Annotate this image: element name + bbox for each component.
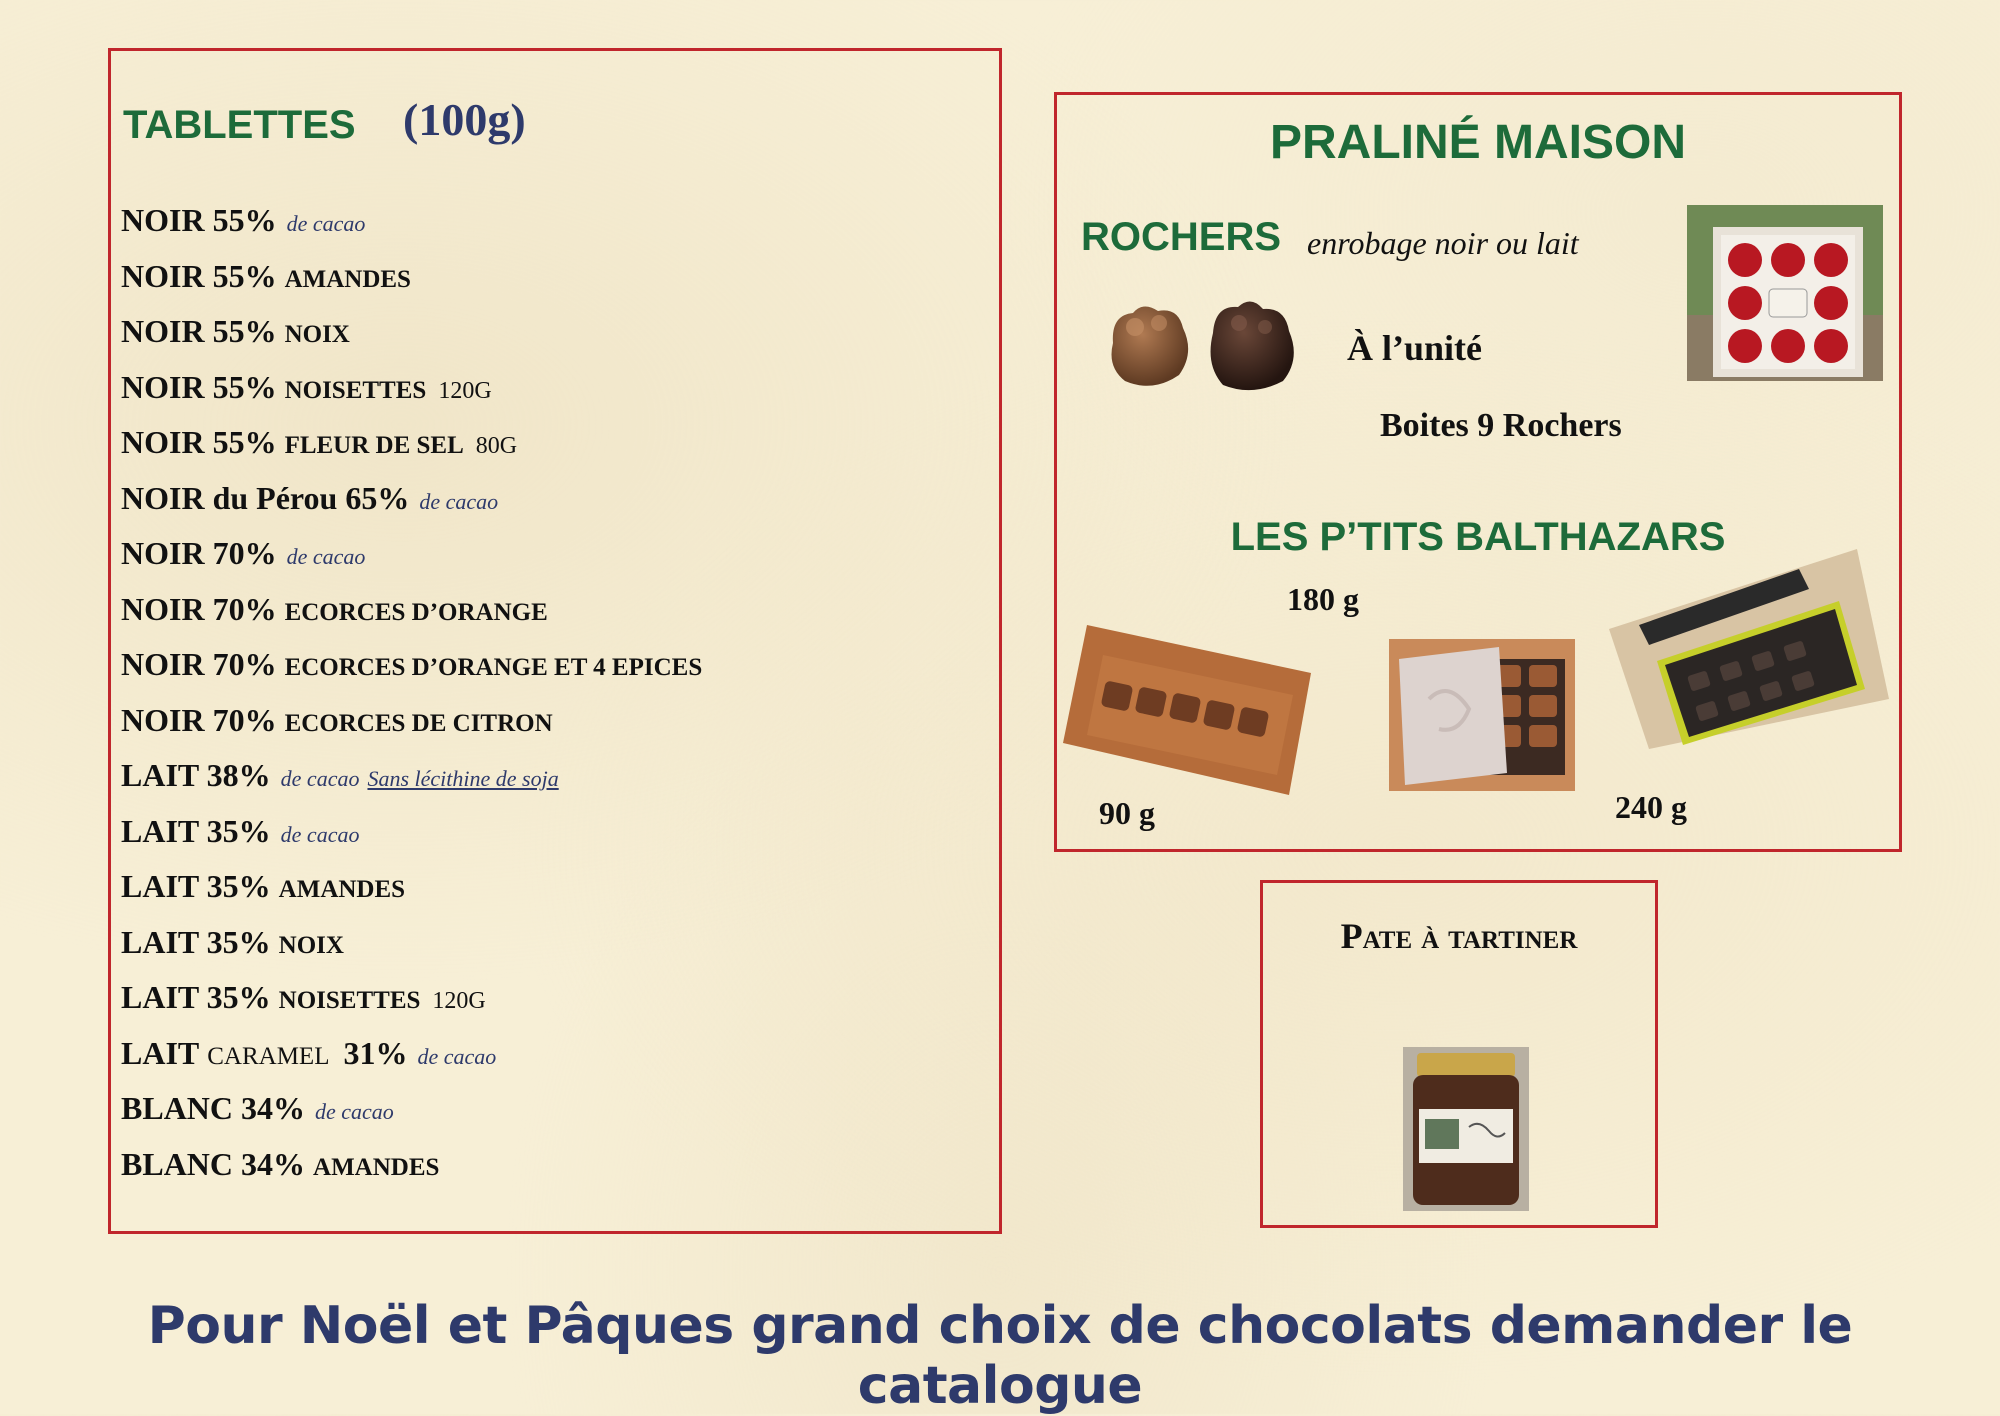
tablette-name: NOIR 70% xyxy=(121,535,277,571)
tablette-name: LAIT 35% xyxy=(121,868,271,904)
praline-panel xyxy=(1054,92,1902,852)
tablette-name: NOIR 70% xyxy=(121,646,277,682)
pate-panel xyxy=(1260,880,1658,1228)
boites-label: Boites 9 Rochers xyxy=(1380,407,1622,444)
tablette-note: de cacao xyxy=(419,488,499,514)
rochers-single-image xyxy=(1103,293,1303,403)
tablette-percent: 31% xyxy=(343,1034,408,1071)
balthazars-90g-image xyxy=(1063,625,1313,795)
weight-240-label: 240 g xyxy=(1615,789,1687,825)
tablettes-weight: (100g) xyxy=(403,94,526,145)
rochers-subtitle: enrobage noir ou lait xyxy=(1307,225,1579,261)
tablette-item xyxy=(121,1026,702,1082)
tablette-name: NOIR 55% xyxy=(121,257,277,294)
tablette-weight: 120G xyxy=(432,988,486,1014)
balthazars-180g-image xyxy=(1389,639,1575,791)
tablette-flavor: AMANDES xyxy=(313,1153,440,1181)
tablette-name: LAIT xyxy=(121,1034,200,1071)
tablette-name: BLANC 34% xyxy=(121,1145,306,1182)
tablette-item xyxy=(121,249,702,305)
tablette-name: LAIT 35% xyxy=(121,923,271,960)
tablettes-panel xyxy=(108,48,1002,1234)
tablettes-list xyxy=(121,193,702,1192)
tablette-item xyxy=(121,471,702,527)
tablette-flavor: AMANDES xyxy=(278,876,406,903)
tablette-item xyxy=(121,970,702,1026)
tablette-item xyxy=(121,193,702,249)
tablette-item xyxy=(121,693,702,749)
tablette-flavor: FLEUR DE SEL xyxy=(284,432,464,459)
tablette-item xyxy=(121,1137,702,1193)
tablette-name: NOIR 55% xyxy=(121,368,277,405)
pate-jar-image xyxy=(1403,1047,1529,1211)
tablettes-title: TABLETTES xyxy=(123,103,356,147)
tablette-name: NOIR 70% xyxy=(121,701,277,738)
tablette-name: BLANC 34% xyxy=(121,1090,306,1126)
tablette-name: NOIR 55% xyxy=(121,424,277,460)
tablette-flavor: NOIX xyxy=(278,931,344,959)
tablette-item xyxy=(121,582,702,638)
tablette-soy-note: Sans lécithine de soja xyxy=(367,766,559,791)
tablette-name: NOIR 70% xyxy=(121,590,277,627)
tablette-item xyxy=(121,526,702,582)
tablette-note: de cacao xyxy=(417,1043,497,1069)
tablette-item xyxy=(121,859,702,915)
tablette-item xyxy=(121,1081,702,1137)
tablette-name: LAIT 35% xyxy=(121,812,271,849)
tablette-item xyxy=(121,637,702,693)
tablette-note: de cacao xyxy=(286,211,366,236)
rochers-title: ROCHERS xyxy=(1081,215,1282,259)
weight-180-label: 180 g xyxy=(1287,581,1359,617)
tablette-weight: 120G xyxy=(438,377,492,404)
rochers-unite-label: À l’unité xyxy=(1347,328,1482,368)
tablette-weight: 80G xyxy=(475,433,518,459)
tablette-name: NOIR du Pérou 65% xyxy=(121,479,410,516)
tablette-item xyxy=(121,360,702,416)
tablette-flavor: ECORCES DE CITRON xyxy=(284,709,553,737)
balthazars-240g-image xyxy=(1609,549,1889,749)
tablette-note: de cacao xyxy=(280,821,360,847)
weight-90-label: 90 g xyxy=(1099,795,1155,831)
tablette-name: NOIR 55% xyxy=(121,202,277,238)
tablette-flavor: NOIX xyxy=(284,321,350,348)
tablette-item xyxy=(121,748,702,804)
tablette-flavor: CARAMEL xyxy=(207,1042,330,1070)
tablette-flavor: NOISETTES xyxy=(278,987,421,1014)
tablette-flavor: NOISETTES xyxy=(284,376,427,404)
pate-title: Pate à tartiner xyxy=(1340,916,1578,956)
tablette-flavor: AMANDES xyxy=(284,265,411,293)
tablette-item xyxy=(121,304,702,360)
tablette-name: LAIT 38% xyxy=(121,757,271,793)
balthazars-title: LES P’TITS BALTHAZARS xyxy=(1230,515,1726,559)
tablette-name: NOIR 55% xyxy=(121,313,277,349)
tablette-note: de cacao xyxy=(286,544,366,569)
tablette-note: de cacao xyxy=(280,766,360,791)
boite-9-rochers-image xyxy=(1687,205,1883,381)
tablette-name: LAIT 35% xyxy=(121,979,271,1015)
tablette-item xyxy=(121,415,702,471)
footer-catalogue-note: Pour Noël et Pâques grand choix de chocolats demander le catalogue xyxy=(147,1296,1853,1416)
tablette-flavor: ECORCES D’ORANGE ET 4 EPICES xyxy=(284,654,703,681)
praline-title: PRALINÉ MAISON xyxy=(1269,116,1686,169)
tablette-flavor: ECORCES D’ORANGE xyxy=(284,598,548,626)
tablette-note: de cacao xyxy=(315,1099,394,1124)
tablette-item xyxy=(121,915,702,971)
tablette-item xyxy=(121,804,702,860)
